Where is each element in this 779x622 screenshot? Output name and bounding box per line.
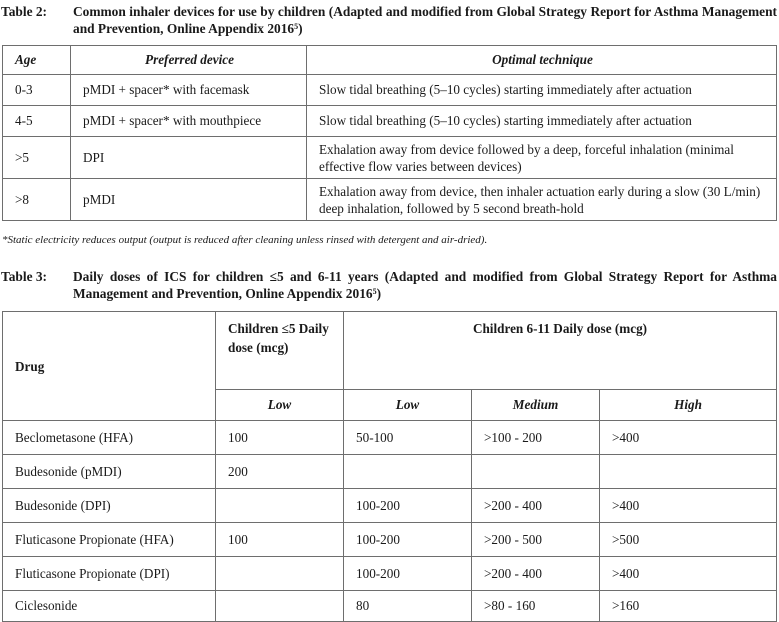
- table3-title: Daily doses of ICS for children ≤5 and 6-11 years (Adapted and modified from Global Strategy Report for Asthma Management and Prevention, Online Appendix 2016$^5$): [73, 269, 777, 301]
- table-row: [3, 489, 777, 523]
- dose-cell: [216, 489, 344, 523]
- drug-cell: Fluticasone Propionate (HFA): [3, 523, 216, 557]
- drug-cell: Fluticasone Propionate (DPI): [3, 557, 216, 591]
- table2-header-row: [3, 46, 777, 75]
- header-children-under-5: Children ≤5 Daily dose (mcg): [216, 312, 344, 390]
- age-cell: 4-5: [3, 106, 71, 137]
- dose-cell: >160: [600, 591, 777, 622]
- age-cell: 0-3: [3, 75, 71, 106]
- drug-cell: Budesonide (pMDI): [3, 455, 216, 489]
- table-row: [3, 137, 777, 179]
- dose-cell: 100-200: [344, 557, 472, 591]
- table-row: [3, 557, 777, 591]
- dose-cell: >200 - 400: [472, 557, 600, 591]
- header-children-6-11: Children 6-11 Daily dose (mcg): [344, 312, 777, 390]
- technique-cell: Exhalation away from device followed by a deep, forceful inhalation (minimal effective flow varies between devices): [307, 137, 777, 179]
- table3: [2, 311, 777, 622]
- dose-cell: >400: [600, 557, 777, 591]
- device-cell: pMDI + spacer* with mouthpiece: [71, 106, 307, 137]
- technique-cell: Slow tidal breathing (5–10 cycles) starting immediately after actuation: [307, 106, 777, 137]
- table3-label: Table 3:: [1, 269, 48, 284]
- table2-title-ref: 5: [294, 22, 299, 31]
- device-cell: pMDI: [71, 179, 307, 221]
- dose-cell: >200 - 500: [472, 523, 600, 557]
- table-row: [3, 523, 777, 557]
- dose-cell: [344, 455, 472, 489]
- age-cell: >5: [3, 137, 71, 179]
- table2: [2, 45, 777, 221]
- table2-title: Common inhaler devices for use by children (Adapted and modified from Global Strategy Report for Asthma Management and Prevention, Online Appendix 2016$^5$): [73, 4, 777, 36]
- dose-cell: 100-200: [344, 489, 472, 523]
- dose-cell: >400: [600, 421, 777, 455]
- subheader-high: High: [600, 390, 777, 421]
- dose-cell: [216, 591, 344, 622]
- dose-cell: 80: [344, 591, 472, 622]
- dose-cell: >100 - 200: [472, 421, 600, 455]
- dose-cell: [216, 557, 344, 591]
- dose-cell: 200: [216, 455, 344, 489]
- table3-title-ref: 5: [372, 287, 377, 296]
- dose-cell: [600, 455, 777, 489]
- dose-cell: [472, 455, 600, 489]
- header-age: Age: [3, 46, 71, 75]
- dose-cell: 100: [216, 421, 344, 455]
- table-row: [3, 75, 777, 106]
- drug-cell: Beclometasone (HFA): [3, 421, 216, 455]
- dose-cell: 50-100: [344, 421, 472, 455]
- dose-cell: >400: [600, 489, 777, 523]
- table-row: [3, 455, 777, 489]
- table2-footnote: *Static electricity reduces output (output is reduced after cleaning unless rinsed with detergent and air-dried).: [2, 234, 488, 246]
- technique-cell: Slow tidal breathing (5–10 cycles) starting immediately after actuation: [307, 75, 777, 106]
- table-row: [3, 179, 777, 221]
- table-row: [3, 106, 777, 137]
- table2-label: Table 2:: [1, 4, 48, 19]
- drug-cell: Ciclesonide: [3, 591, 216, 622]
- table-row: [3, 421, 777, 455]
- subheader-low: Low: [344, 390, 472, 421]
- dose-cell: >500: [600, 523, 777, 557]
- table-row: [3, 591, 777, 622]
- subheader-low-under5: Low: [216, 390, 344, 421]
- subheader-medium: Medium: [472, 390, 600, 421]
- device-cell: pMDI + spacer* with facemask: [71, 75, 307, 106]
- dose-cell: >200 - 400: [472, 489, 600, 523]
- table3-header-row: [3, 312, 777, 390]
- header-optimal-technique: Optimal technique: [307, 46, 777, 75]
- drug-cell: Budesonide (DPI): [3, 489, 216, 523]
- technique-cell: Exhalation away from device, then inhaler actuation early during a slow (30 L/min) deep inhalation, followed by 5 second breath-hold: [307, 179, 777, 221]
- header-drug: Drug: [3, 312, 216, 421]
- dose-cell: >80 - 160: [472, 591, 600, 622]
- dose-cell: 100-200: [344, 523, 472, 557]
- age-cell: >8: [3, 179, 71, 221]
- header-preferred-device: Preferred device: [71, 46, 307, 75]
- device-cell: DPI: [71, 137, 307, 179]
- dose-cell: 100: [216, 523, 344, 557]
